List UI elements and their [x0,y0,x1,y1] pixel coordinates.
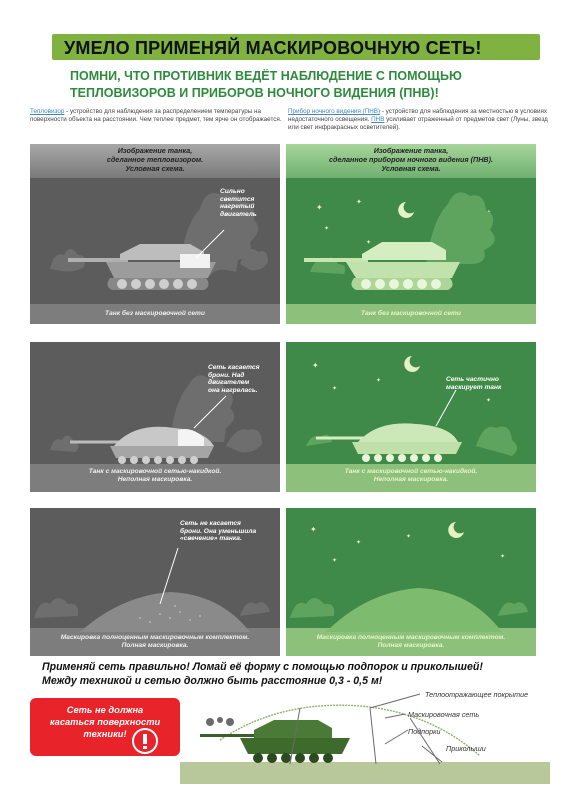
svg-text:✦: ✦ [406,534,412,540]
svg-text:✦: ✦ [376,378,382,384]
title-banner [52,34,540,60]
svg-text:✦: ✦ [356,540,362,546]
thermal-note-1-line-1: Сильно [220,188,245,195]
advice-line-1: Применяй сеть правильно! Ломай её форму с помощью подпорок и приколышей! [42,661,483,673]
nv-panel-2 [286,342,536,492]
thermal-note-2-line-2: брони. Над [208,371,245,379]
tank-icon [200,720,350,763]
thermal-caption-2-line-2: Неполная маскировка. [117,476,193,483]
thermal-note-1 [220,188,257,218]
subtitle [70,68,540,102]
nv-header-line-1: Изображение танка, [373,146,449,155]
subtitle-line-2: ТЕПЛОВИЗОРОВ И ПРИБОРОВ НОЧНОГО ВИДЕНИЯ (ПНВ)! [70,86,439,100]
nv-term-abbr: ПНВ [371,116,385,123]
nv-panel-1 [286,144,536,324]
thermal-caption-1 [30,310,280,318]
nv-header [286,146,536,173]
nv-note-2-line-2: маскирует танк [446,383,502,391]
camouflage-diagram [180,684,550,784]
warning-line-3: техники! [83,729,127,739]
thermal-note-2-line-3: двигателем [208,379,250,387]
warning-line-1: Сеть не должна [66,705,144,715]
svg-text:✦: ✦ [332,558,338,564]
svg-text:✦: ✦ [312,361,319,370]
nv-header-line-3: Условная схема. [381,164,441,173]
svg-text:✦: ✦ [310,525,317,534]
thermal-caption-3-line-2: Полная маскировка. [121,642,189,649]
thermal-definition [30,108,292,124]
thermal-caption-3 [30,634,280,650]
thermal-definition-text: - устройство для наблюдения за распределением температуры на поверхности объекта на расстоянии. Чем теплее предмет, тем ярче он отображается. [30,108,282,123]
nv-caption-2-line-1: Танк с маскировочной сетью-накидкой. [344,468,478,475]
nv-definition [288,108,550,132]
thermal-header-line-3: Условная схема. [125,164,185,173]
exclamation-icon [132,728,158,754]
svg-text:✦: ✦ [486,398,492,404]
thermal-note-1-line-2: светится [220,195,255,203]
nv-caption-1 [286,310,536,318]
thermal-caption-2 [30,468,280,484]
thermal-panel-3 [30,508,280,656]
thermal-header [30,146,280,173]
svg-text:✦: ✦ [324,226,330,232]
nv-note-2 [446,376,501,391]
svg-text:✦: ✦ [500,554,506,560]
thermal-note-3 [180,520,256,543]
nv-caption-3-line-1: Маскировка полноценным маскировочным комплектом. [316,634,506,641]
thermal-header-line-1: Изображение танка, [117,146,193,155]
thermal-note-2-line-4: она нагрелась. [208,386,258,394]
label-net: Маскировочная сеть [408,710,480,719]
hot-engine [180,254,210,268]
nv-definition-text-1: - устройство для наблюдения за местностью в условиях недостаточного освещения. [288,108,548,123]
thermal-note-3-line-2: брони. Она уменьшила [180,527,257,535]
nv-caption-1-line-1: Танк без маскировочной сети [361,310,461,317]
advice-line-2: Между техникой и сетью должно быть расстояние 0,3 - 0,5 м! [42,675,383,687]
page-title: УМЕЛО ПРИМЕНЯЙ МАСКИРОВОЧНУЮ СЕТЬ! [64,38,482,58]
nv-note-2-line-1: Сеть частично [446,376,499,383]
thermal-note-2-line-1: Сеть касается [208,364,260,371]
nv-caption-3 [286,634,536,650]
thermal-note-1-line-4: двигатель [220,210,257,218]
subtitle-line-1: ПОМНИ, ЧТО ПРОТИВНИК ВЕДЁТ НАБЛЮДЕНИЕ С ПОМОЩЬЮ [70,69,462,83]
thermal-caption-3-line-1: Маскировка полноценным маскировочным комплектом. [60,634,250,641]
label-pegs: Приколыши [446,744,486,753]
svg-text:✦: ✦ [332,386,338,392]
warning-line-2: касаться поверхности [49,717,161,727]
thermal-note-2 [208,364,259,394]
svg-text:✦: ✦ [356,199,362,206]
nv-caption-2-line-2: Неполная маскировка. [373,476,449,483]
svg-text:✦: ✦ [366,240,372,246]
thermal-panel-2 [30,342,280,492]
nv-header-line-2: сделанное прибором ночного видения (ПНВ). [329,155,493,164]
thermal-note-3-line-3: «свечение» танка. [180,535,242,543]
label-coating: Теплоотражающее покрытие [425,690,529,699]
thermal-header-line-2: сделанное тепловизором. [106,155,204,164]
thermal-caption-1-line-1: Танк без маскировочной сети [105,310,205,317]
nv-caption-2 [286,468,536,484]
thermal-caption-2-line-1: Танк с маскировочной сетью-накидкой. [88,468,222,475]
nv-panel-3 [286,508,536,656]
nv-term: Прибор ночного видения (ПНВ) [288,108,381,115]
thermal-note-1-line-3: нагретый [220,203,255,211]
thermal-panel-1 [30,144,280,324]
thermal-term: Тепловизор [30,108,65,115]
nv-caption-3-line-2: Полная маскировка. [377,642,445,649]
nv-definition-text-2: усиливает отраженный от предметов свет (Луны, звезд или свет инфракрасных осветителей). [288,116,548,131]
thermal-note-3-line-1: Сеть не касается [180,520,241,527]
label-props: Подпорки [408,727,441,736]
svg-text:✦: ✦ [316,203,323,212]
